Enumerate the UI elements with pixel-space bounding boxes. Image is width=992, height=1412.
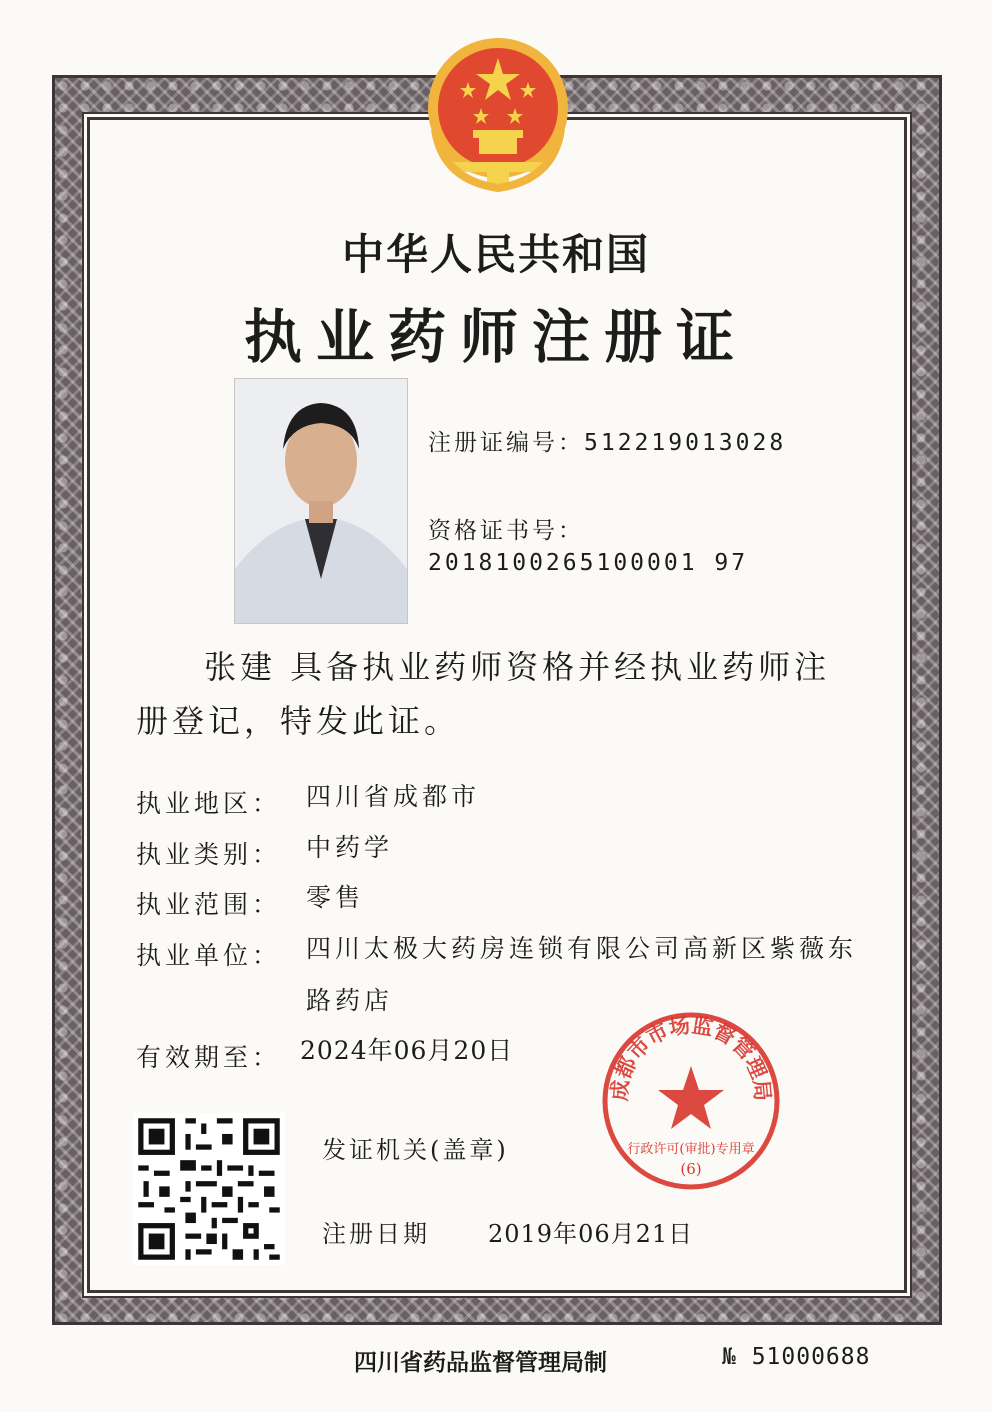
registration-date-label: 注册日期 <box>322 1220 430 1248</box>
statement-line-2: 册登记，特发此证。 <box>136 702 461 740</box>
valid-until-label: 有效期至： <box>136 1043 282 1072</box>
national-emblem-icon <box>423 30 573 195</box>
scope-label: 执业范围： <box>136 890 282 919</box>
country-title: 中华人民共和国 <box>341 230 650 279</box>
registration-number-row <box>428 424 786 457</box>
scope-value: 零售 <box>306 883 365 912</box>
statement-line-1: 张建 具备执业药师资格并经执业药师注 <box>204 648 831 686</box>
issuing-authority-label: 发证机关(盖章) <box>322 1136 509 1164</box>
holder-photo <box>234 378 408 624</box>
official-seal <box>598 1008 784 1194</box>
qualification-number: 2018100265100001 97 <box>428 550 749 576</box>
region-value: 四川省成都市 <box>306 782 481 811</box>
seal-text: 成都市市场监督管理局 <box>606 1012 776 1102</box>
qualification-label: 资格证书号： <box>428 518 584 544</box>
seal-number: (6) <box>680 1160 702 1178</box>
registration-number: 512219013028 <box>584 430 787 456</box>
certificate-title: 执业药师注册证 <box>243 303 748 371</box>
seal-subtext: 行政许可(审批)专用章 <box>627 1142 755 1157</box>
unit-value-line-2: 路药店 <box>306 986 394 1015</box>
valid-until-value: 2024年06月20日 <box>300 1036 514 1065</box>
unit-value-line-1: 四川太极大药房连锁有限公司高新区紫薇东 <box>306 934 858 963</box>
qr-code[interactable] <box>133 1113 285 1265</box>
category-value: 中药学 <box>306 833 394 862</box>
category-label: 执业类别： <box>136 840 282 869</box>
serial-number: № 51000688 <box>722 1344 871 1370</box>
registration-date-value: 2019年06月21日 <box>488 1220 694 1248</box>
unit-label: 执业单位： <box>136 941 282 970</box>
region-label: 执业地区： <box>136 789 282 818</box>
registration-number-label: 注册证编号： <box>428 430 584 456</box>
certification-statement <box>136 640 896 748</box>
issuing-maker: 四川省药品监督管理局制 <box>354 1349 607 1376</box>
